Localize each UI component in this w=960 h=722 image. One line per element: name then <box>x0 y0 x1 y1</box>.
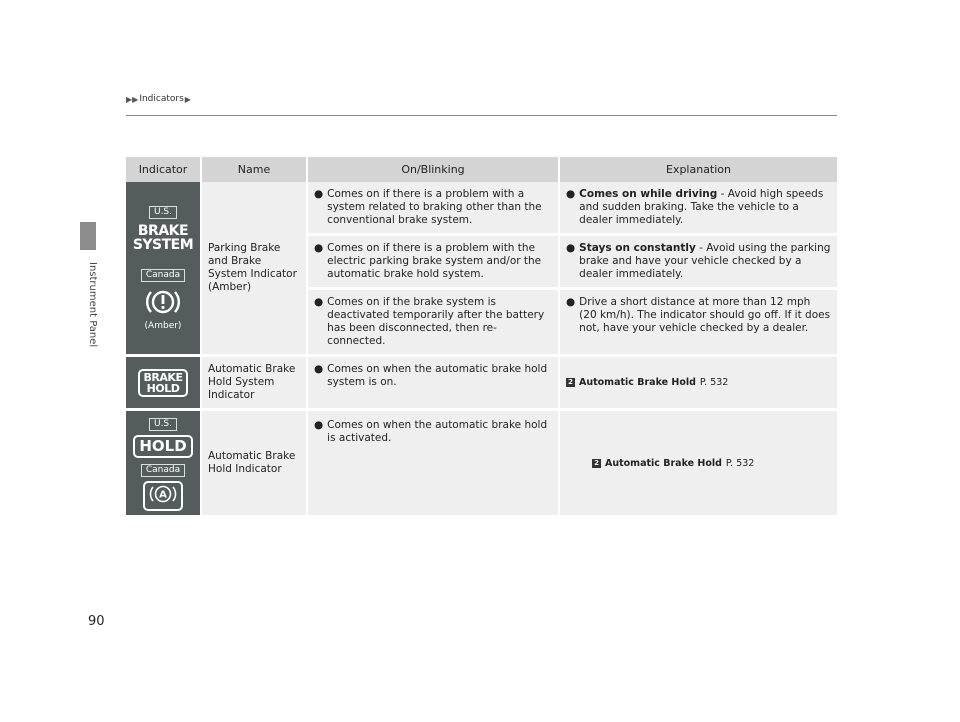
reference-arrow-icon: 2 <box>592 459 601 468</box>
page-number: 90 <box>88 614 105 629</box>
explanation-cell: ● Drive a short distance at more than 12 mph (20 km/h). The indicator should go off. If it does not, have your vehicle checked by a dealer. <box>560 290 837 357</box>
explanation-cell <box>560 411 837 518</box>
reference-arrow-icon: 2 <box>566 378 575 387</box>
indicator-name: Parking Brake and Brake System Indicator (Amber) <box>202 182 308 357</box>
indicator-table <box>126 157 837 518</box>
brake-system-icon: BRAKE SYSTEM <box>132 222 194 253</box>
table-row <box>126 182 837 236</box>
header-divider <box>126 115 837 116</box>
table-header-row <box>126 157 837 182</box>
canada-badge: Canada <box>141 464 185 477</box>
header-name: Name <box>202 157 308 182</box>
on-blinking-cell: ● Comes on when the automatic brake hold system is on. <box>308 357 560 411</box>
auto-hold-a-icon <box>143 481 183 511</box>
indicator-name: Automatic Brake Hold Indicator <box>202 411 308 518</box>
indicator-name: Automatic Brake Hold System Indicator <box>202 357 308 411</box>
us-badge: U.S. <box>149 206 177 219</box>
breadcrumb-arrow-icon: ▶▶ <box>126 94 139 104</box>
table-row <box>126 411 837 518</box>
breadcrumb-item[interactable]: Indicators <box>139 94 184 104</box>
reference-link[interactable]: 2 Automatic Brake Hold P. 532 <box>566 457 831 470</box>
header-indicator: Indicator <box>126 157 202 182</box>
on-blinking-cell: ● Comes on if there is a problem with the electric parking brake system and/or the automatic brake hold system. <box>308 236 560 290</box>
table-row <box>126 357 837 411</box>
brake-hold-icon: BRAKE HOLD <box>138 369 189 397</box>
brake-warning-icon <box>144 287 182 317</box>
breadcrumb-arrow-icon: ▶ <box>184 94 191 104</box>
header-explanation: Explanation <box>560 157 837 182</box>
on-blinking-cell: ● Comes on if the brake system is deactivated temporarily after the battery has been disconnected, then re-connected. <box>308 290 560 357</box>
section-label: Instrument Panel <box>87 262 98 348</box>
section-tab <box>80 222 96 250</box>
svg-text:A: A <box>159 489 167 500</box>
hold-icon: HOLD <box>133 435 192 458</box>
explanation-cell <box>560 357 837 411</box>
indicator-icon-cell <box>126 411 202 518</box>
indicator-icon-cell <box>126 357 202 411</box>
us-badge: U.S. <box>149 418 177 431</box>
on-blinking-cell: ● Comes on if there is a problem with a system related to braking other than the conventional brake system. <box>308 182 560 236</box>
breadcrumb <box>126 94 191 104</box>
explanation-cell: ● Stays on constantly - Avoid using the parking brake and have your vehicle checked by a dealer immediately. <box>560 236 837 290</box>
explanation-cell: ● Comes on while driving - Avoid high speeds and sudden braking. Take the vehicle to a dealer immediately. <box>560 182 837 236</box>
on-blinking-cell: ● Comes on when the automatic brake hold is activated. <box>308 411 560 518</box>
amber-note: (Amber) <box>144 320 182 331</box>
canada-badge: Canada <box>141 269 185 282</box>
header-on-blinking: On/Blinking <box>308 157 560 182</box>
indicator-icon-cell <box>126 182 202 357</box>
reference-link[interactable]: 2 Automatic Brake Hold P. 532 <box>566 376 831 389</box>
